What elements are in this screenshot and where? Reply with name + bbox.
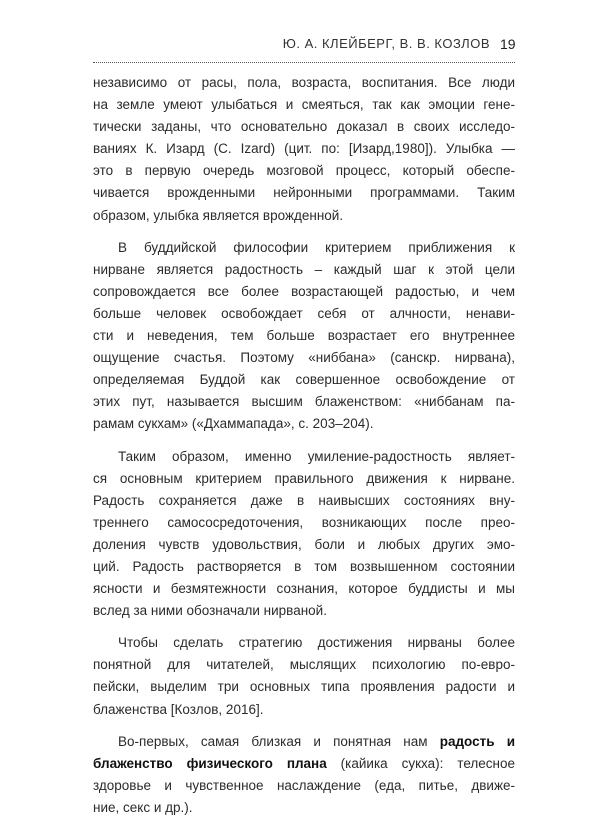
page-number: 19	[500, 36, 516, 52]
text-line: определяемая Буддой как совершенное освобождение от	[93, 372, 515, 388]
text-line: здоровье и чувственное наслаждение (еда, питье, движе-	[93, 777, 515, 793]
header-dotted-rule	[93, 62, 515, 63]
text-line: независимо от расы, пола, возраста, воспитания. Все люди	[93, 75, 515, 90]
text-line: пейски, выделим три основных типа проявления радости и	[93, 679, 515, 695]
text-line: треннего самососредоточения, возникающих после прео-	[93, 514, 515, 530]
text-line: В буддийской философии критерием приближения к	[118, 239, 515, 255]
text-line: сти и неведения, тем больше возрастает его внутреннее	[93, 328, 515, 344]
text-line: тически заданы, что основательно доказал в своих исследо-	[93, 119, 515, 135]
emphasis-physical-bliss: блаженство физического плана	[93, 755, 327, 771]
body-text	[93, 72, 515, 829]
text-line: сопровождается все более возрастающей радостью, и чем	[93, 283, 515, 299]
text-line: это в первую очередь мозговой процесс, который обеспе-	[93, 163, 515, 179]
text-run: (кайика сукха): телесное	[326, 755, 515, 771]
text-line: ощущение счастья. Поэтому «ниббана» (санскр. нирвана),	[93, 350, 515, 366]
emphasis-physical-joy: радость и	[439, 733, 515, 749]
text-line: больше человек освобождает себя от алчности, ненави-	[93, 305, 515, 321]
text-line: понятной для читателей, мыслящих психологию по-евро-	[93, 657, 515, 673]
text-line: ций. Радость растворяется в том возвышенном состоянии	[93, 558, 515, 574]
text-line: вслед за ними обозначали нирваной.	[93, 603, 327, 619]
text-line	[93, 753, 515, 775]
paragraph-4	[93, 632, 515, 720]
text-line	[93, 731, 515, 753]
text-line: образом, улыбка является врожденной.	[93, 207, 344, 223]
paragraph-3	[93, 446, 515, 623]
paragraph-2	[93, 237, 515, 436]
text-line: блаженства [Козлов, 2016].	[93, 701, 264, 717]
text-line: на земле умеют улыбаться и смеяться, так как эмоции гене-	[93, 97, 515, 113]
text-line: ние, секс и др.).	[93, 799, 193, 815]
text-line: нирване является радостность – каждый шаг к этой цели	[93, 261, 515, 277]
text-run: Во-первых, самая близкая и понятная нам	[118, 733, 440, 749]
running-head-authors: Ю. А. КЛЕЙБЕРГ, В. В. КОЗЛОВ	[282, 36, 490, 51]
text-line: рамам сукхам» («Дхаммапада», с. 203–204).	[93, 416, 374, 432]
text-line: этих пут, называется высшим блаженством: «ниббанам па-	[93, 394, 515, 410]
text-line: ясности и безмятежности сознания, которое буддисты и мы	[93, 581, 515, 597]
paragraph-5	[93, 731, 515, 819]
text-line: Чтобы сделать стратегию достижения нирваны более	[118, 635, 515, 651]
text-line: Таким образом, именно умиление-радостность являет-	[118, 448, 515, 464]
text-line: чивается врожденными нейронными программами. Таким	[93, 185, 515, 201]
paragraph-1	[93, 72, 515, 227]
text-line: Радость сохраняется даже в наивысших состояниях вну-	[93, 492, 515, 508]
text-line: ся основным критерием правильного движения к нирване.	[93, 470, 515, 486]
text-line: доления чувств удовольствия, боли и любых других эмо-	[93, 536, 515, 552]
text-line: ваниях К. Изард (C. Izard) (цит. по: [Изард,1980]). Улыбка —	[93, 141, 515, 157]
